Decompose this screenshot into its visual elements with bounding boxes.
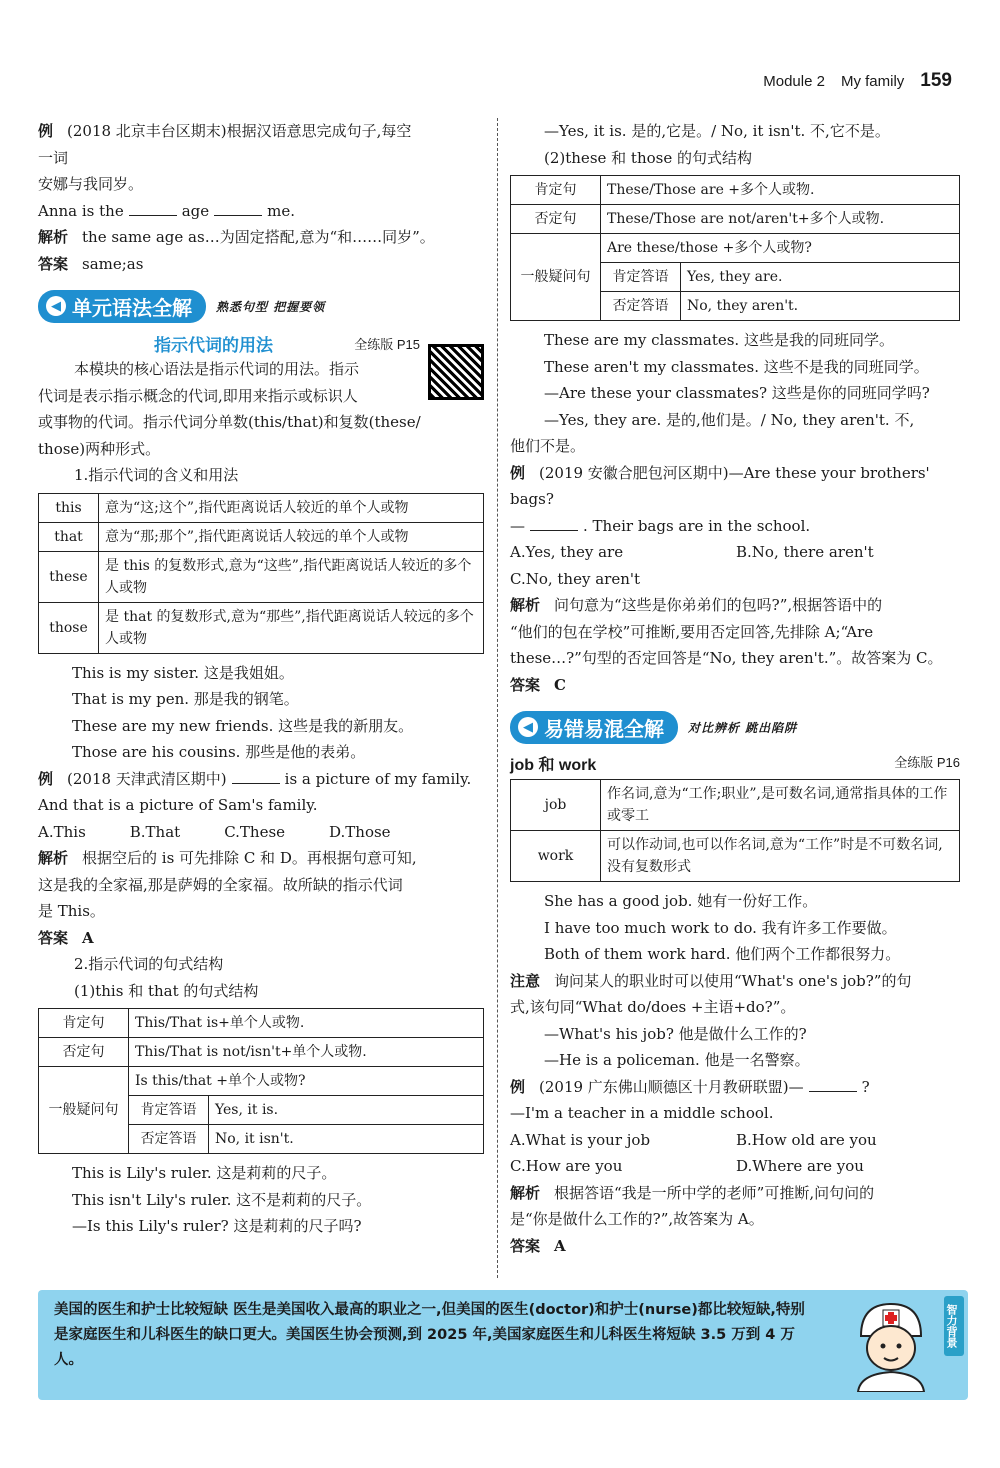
tip-side-tag: 智力背景 — [944, 1296, 964, 1356]
example-sentence: This isn't Lily's ruler. 这不是莉莉的尺子。 — [72, 1190, 372, 1209]
confusion-banner — [510, 710, 960, 744]
megaphone-icon: ◀ — [518, 717, 538, 737]
table-row: that 意为“那;那个”,指代距离说话人较远的单个人或物 — [39, 522, 484, 551]
example-text: is a picture of my family. — [284, 769, 472, 788]
table-row: 否定答语 No, they aren't. — [511, 292, 960, 321]
banner-subtitle: 熟悉句型 把握要领 — [216, 299, 326, 314]
option-d: D.Those — [329, 822, 391, 841]
example-text: Anna is the — [38, 201, 124, 220]
analysis-label: 解析 — [510, 596, 541, 614]
background-tip-box — [38, 1290, 968, 1400]
table-row: job 作名词,意为“工作;职业”,是可数名词,通常指具体的工作或零工 — [511, 780, 960, 831]
table-row: 否定答语 No, it isn't. — [39, 1125, 484, 1154]
option-c: C.How are you — [510, 1157, 623, 1175]
table-row: this 意为“这;这个”,指代距离说话人较近的单个人或物 — [39, 493, 484, 522]
analysis-text: 这是我的全家福,那是萨姆的全家福。故所缺的指示代词 — [38, 875, 403, 894]
blank-line — [232, 770, 280, 784]
example-sentence: This is my sister. 这是我姐姐。 — [72, 663, 294, 682]
example-text: (2019 安徽合肥包河区期中)—Are these your brothers' — [539, 463, 930, 482]
analysis-text: “他们的包在学校”可推断,要用否定回答,先排除 A;“Are — [510, 622, 874, 641]
example-sentence: These are my new friends. 这些是我的新朋友。 — [72, 716, 414, 735]
topic-title: 指示代词的用法 — [154, 336, 273, 356]
tip-title: 美国的医生和护士比较短缺 — [54, 1302, 228, 1318]
banner-subtitle: 对比辨析 跳出陷阱 — [688, 720, 798, 735]
option-d: D.Where are you — [736, 1157, 864, 1175]
option-b: B.No, there aren't — [736, 543, 874, 561]
example-sentence: —Yes, they are. 是的,他们是。/ No, they aren't. 不, — [544, 410, 915, 429]
intro-text: 本模块的核心语法是指示代词的用法。指示 — [74, 360, 360, 378]
example-text: . Their bags are in the school. — [583, 516, 811, 535]
option-a: A.What is your job — [510, 1130, 651, 1149]
analysis-label: 解析 — [38, 849, 69, 867]
example-sentence: 他们不是。 — [510, 437, 586, 455]
analysis-text: 根据答语“我是一所中学的老师”可推断,问句问的 — [554, 1183, 875, 1202]
answer-label: 答案 — [38, 928, 69, 947]
this-that-structure-table — [38, 1008, 484, 1154]
megaphone-icon: ◀ — [46, 296, 66, 316]
table-row: 一般疑问句 Is this/that +单个人或物? — [39, 1067, 484, 1096]
example-text: age — [181, 201, 210, 220]
table-row: 肯定答语 Yes, it is. — [39, 1096, 484, 1125]
note-text: 式,该句同“What do/does +主语+do?”。 — [510, 998, 796, 1016]
blank-line — [530, 517, 578, 531]
table-row: 肯定句 This/That is+单个人或物. — [39, 1009, 484, 1038]
table-row: 一般疑问句 Are these/those +多个人或物? — [511, 234, 960, 263]
example-text: 安娜与我同岁。 — [38, 175, 144, 193]
option-a: A.Yes, they are — [510, 543, 624, 561]
example-label: 例 — [38, 122, 54, 140]
table-row: these 是 this 的复数形式,意为“这些”,指代距离说话人较近的多个人或物 — [39, 551, 484, 602]
example-sentence: That is my pen. 那是我的钢笔。 — [72, 690, 299, 708]
example-sentence: I have too much work to do. 我有许多工作要做。 — [544, 918, 897, 937]
analysis-text: 根据空后的 is 可先排除 C 和 D。再根据句意可知, — [82, 849, 417, 867]
page-reference: 全练版 P15 — [354, 337, 420, 352]
these-those-structure-table — [510, 175, 960, 321]
blank-line — [129, 202, 177, 216]
right-column: —Yes, it is. 是的,它是。/ No, it isn't. 不,它不是。 (2)these 和 those 的句式结构 肯定句 These/Those are +多个人或物. 否定句 These/Those are not/aren't+多个人或物. 一般疑问句 Are these/those +多个人或物? 肯定答语 Yes, they are. 否定答语 No, they aren't. These are my classmates. 这些是我的同班同学。 These aren't my classmates. 这些不是我的同班同学。 —Are these your classmates? 这些是你的同班同学吗? —Yes, they are. 是的,他们是。/ No, they aren't. 不, 他们不是。 例 (2019 安徽合肥包河区期中)—Are these your brothers' bags? — . Their bags are in the school. A.Yes, they are B.No, there aren't C.No, they aren't 解析 问句意为“这些是你弟弟们的包吗?”,根据答语中的 “他们的包在学校”可推断,要用否定回答,先排除 A;“Are these…?”句型的否定回答是“No, they aren't.”。故答案为 C。 答案 C ◀ 易错易混全解 对比辨析 跳出陷阱 job 和 work 全练版 P16 job 作名词,意为“工作;职业”,是可数名词,通常指具体的工作或零工 work 可以作动词,也可以作名词,意为“工作”时是不可数名词,没有复数形式 She has a good job. 她有一份好工作。 I have too much work to do. 我有许多工作要做。 Both of them work hard. 他们两个工作都很努力。 注意 询问某人的职业时可以使用“What's one's job?”的句 式,该句同“What do/does +主语+do?”。 —What's his job? 他是做什么工作的? —He is a policeman. 他是一名警察。 例 (2019 广东佛山顺德区十月教研联盟)— ? —I'm a teacher in a middle school. A.What is your job B.How old are you C.How are you D.Where are you 解析 根据答语“我是一所中学的老师”可推断,问句问的 是“你是做什么工作的?”,故答案为 A。 答案 A — [510, 118, 960, 1259]
note-label: 注意 — [510, 971, 541, 990]
word-comparison-title: job 和 work — [510, 757, 597, 774]
job-work-table — [510, 779, 960, 882]
example-sentence: —Are these your classmates? 这些是你的同班同学吗? — [544, 384, 930, 402]
analysis-text: 问句意为“这些是你弟弟们的包吗?”,根据答语中的 — [554, 596, 883, 614]
table-row: 肯定句 These/Those are +多个人或物. — [511, 176, 960, 205]
blank-line — [214, 202, 262, 216]
example-label: 例 — [510, 1077, 526, 1096]
intro-text: those)两种形式。 — [38, 439, 161, 458]
analysis-text: 是 This。 — [38, 902, 105, 920]
answer-label: 答案 — [510, 1236, 541, 1255]
example-label: 例 — [510, 463, 526, 482]
doctor-illustration-icon — [846, 1296, 936, 1392]
answer-label: 答案 — [510, 675, 541, 694]
table-row: 否定句 This/That is not/isn't+单个人或物. — [39, 1038, 484, 1067]
table-row: 否定句 These/Those are not/aren't+多个人或物. — [511, 205, 960, 234]
example-sentence: These are my classmates. 这些是我的同班同学。 — [544, 331, 894, 349]
analysis-text: the same age as…为固定搭配,意为“和……同岁”。 — [82, 228, 435, 246]
option-c: C.No, they aren't — [510, 569, 641, 588]
example-label: 例 — [38, 769, 54, 788]
option-b: B.That — [129, 822, 181, 841]
table-row: those 是 that 的复数形式,意为“那些”,指代距离说话人较远的多个人或物 — [39, 602, 484, 653]
page-header — [763, 70, 952, 92]
table-row: work 可以作动词,也可以作名词,意为“工作”时是不可数名词,没有复数形式 — [511, 831, 960, 882]
answer-label: 答案 — [38, 254, 69, 273]
option-a: A.This — [38, 822, 86, 841]
example-text: (2018 北京丰台区期末)根据汉语意思完成句子,每空 — [67, 122, 412, 140]
example-sentence: Both of them work hard. 他们两个工作都很努力。 — [544, 945, 901, 963]
example-sentence: These aren't my classmates. 这些不是我的同班同学。 — [544, 357, 929, 376]
example-sentence: —Yes, it is. 是的,它是。/ No, it isn't. 不,它不是。 — [544, 122, 890, 140]
qr-code-icon — [428, 344, 484, 400]
blank-line — [809, 1078, 857, 1092]
example-text: me. — [267, 201, 295, 220]
example-sentence: She has a good job. 她有一份好工作。 — [544, 892, 818, 910]
table-row: 肯定答语 Yes, they are. — [511, 263, 960, 292]
answer-text: A — [554, 1236, 566, 1255]
option-c: C.These — [224, 822, 286, 841]
tip-body: 医生是美国收入最高的职业之一,但美国的医生(doctor)和护士(nurse)都比较短缺,特别是家庭医生和儿科医生的缺口更大。美国医生协会预测,到 2025 年,美国家庭医生和儿科医生将短缺 3.5 万到 4 万人。 — [54, 1302, 805, 1368]
note-text: 询问某人的职业时可以使用“What's one's job?”的句 — [554, 971, 912, 990]
example-sentence: Those are his cousins. 那些是他的表弟。 — [72, 743, 366, 761]
example-sentence: —He is a policeman. 他是一名警察。 — [544, 1051, 810, 1069]
pronoun-meaning-table — [38, 493, 484, 654]
example-text: (2019 广东佛山顺德区十月教研联盟)— — [539, 1077, 804, 1096]
section-subtitle: (1)this 和 that 的句式结构 — [74, 981, 259, 1000]
intro-text: 代词是表示指示概念的代词,即用来指示或标识人 — [38, 386, 358, 405]
page-reference: 全练版 P16 — [894, 755, 960, 770]
left-column — [38, 118, 484, 1240]
example-text: (2018 天津武清区期中) — [67, 769, 227, 788]
example-text: 一词 — [38, 148, 69, 167]
example-sentence: —What's his job? 他是做什么工作的? — [544, 1024, 807, 1043]
answer-text: A — [82, 928, 94, 947]
section-subtitle: 1.指示代词的含义和用法 — [74, 466, 239, 484]
answer-text: same;as — [82, 254, 144, 273]
example-sentence: This is Lily's ruler. 这是莉莉的尺子。 — [72, 1164, 337, 1182]
example-text: And that is a picture of Sam's family. — [38, 796, 318, 814]
analysis-label: 解析 — [510, 1183, 541, 1202]
banner-title: 易错易混全解 — [544, 716, 664, 741]
section-subtitle: 2.指示代词的句式结构 — [74, 955, 224, 973]
answer-text: C — [554, 675, 566, 694]
example-text: —I'm a teacher in a middle school. — [510, 1104, 774, 1122]
example-sentence: —Is this Lily's ruler? 这是莉莉的尺子吗? — [72, 1217, 362, 1235]
analysis-label: 解析 — [38, 228, 69, 246]
analysis-text: 是“你是做什么工作的?”,故答案为 A。 — [510, 1210, 764, 1228]
analysis-text: these…?”句型的否定回答是“No, they aren't.”。故答案为 C。 — [510, 649, 943, 667]
section-subtitle: (2)these 和 those 的句式结构 — [544, 148, 752, 167]
intro-text: 或事物的代词。指示代词分单数(this/that)和复数(these/ — [38, 413, 421, 431]
page-number: 159 — [920, 70, 952, 91]
example-text: bags? — [510, 490, 554, 508]
grammar-banner — [38, 289, 484, 323]
banner-title: 单元语法全解 — [72, 295, 192, 320]
column-divider — [497, 118, 498, 1278]
module-title: My family — [840, 72, 905, 90]
module-label: Module 2 — [763, 72, 825, 90]
option-b: B.How old are you — [736, 1130, 877, 1149]
